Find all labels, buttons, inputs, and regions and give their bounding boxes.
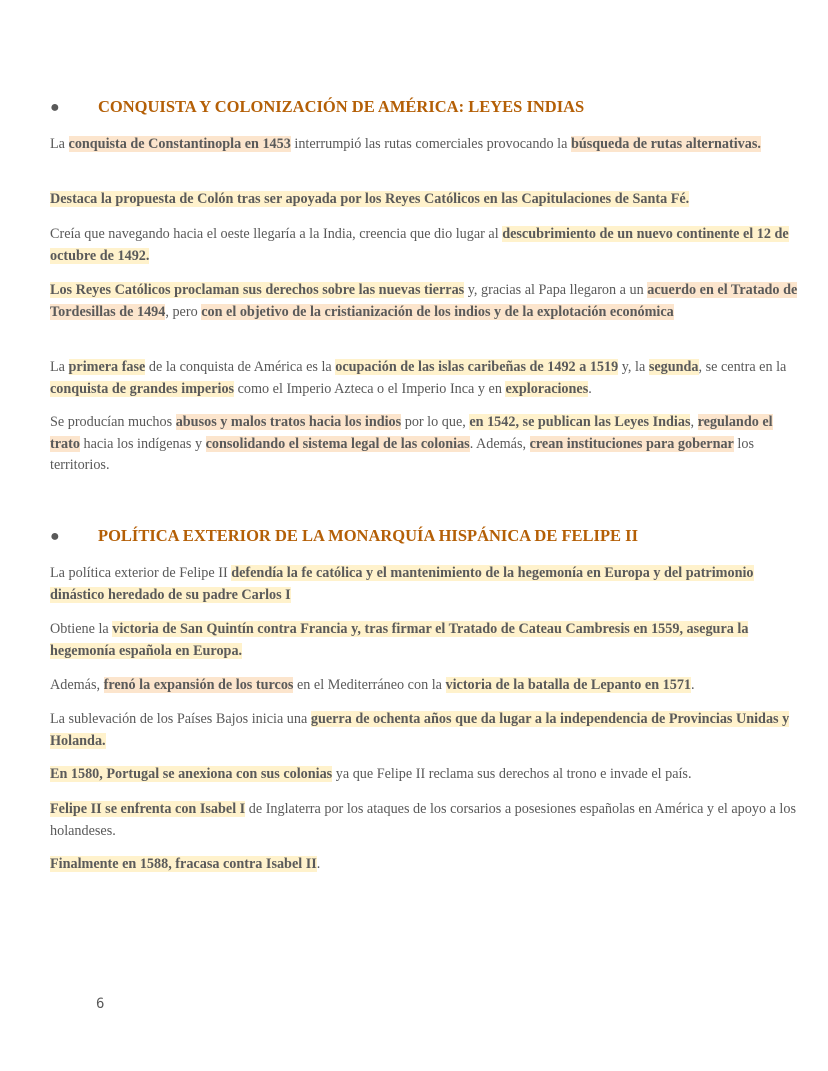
paragraph [50,764,806,786]
highlight: exploraciones [505,380,589,397]
highlight: conquista de Constantinopla en 1453 [68,136,291,152]
paragraph [50,799,806,842]
text-run: . [316,856,321,872]
text-run: . [691,677,695,693]
highlight: segunda [648,359,699,375]
paragraph [50,619,806,662]
highlight: conquista de grandes imperios [50,380,235,397]
text-run: interrumpió las rutas comerciales provocando la [290,136,571,152]
text-run: La [50,359,69,375]
paragraph [50,189,806,211]
bullet-icon: ● [50,528,60,545]
highlight: guerra de ochenta años que da lugar a la independencia de Provincias Unidas y Holanda. [50,711,790,749]
highlight: Finalmente en 1588, fracasa contra Isabel II [50,856,317,872]
highlight: En 1580, Portugal se anexiona con sus colonias [50,766,333,782]
text-run: Creía que navegando hacia el oeste llegaría a la India, creencia que dio lugar al [50,226,503,242]
paragraph [50,224,806,267]
text-run: . [588,380,592,397]
highlight: con el objetivo de la cristianización de los indios y de la explotación económica [201,303,674,320]
text-run: , se centra en la [698,359,787,375]
highlight: defendía la fe católica y el mantenimiento de la hegemonía en Europa y del patrimonio dinástico heredado de su padre Carlos I [50,565,754,603]
paragraph [50,280,806,323]
paragraph [50,675,806,697]
highlight: victoria de la batalla de Lepanto en 1571 [445,677,692,693]
highlight: Destaca la propuesta de Colón tras ser apoyada por los Reyes Católicos en las Capitulaciones de Santa Fé. [50,191,690,207]
paragraph [50,563,806,606]
highlight: en 1542, se publican las Leyes Indias [469,414,691,430]
text-run: ya que Felipe II reclama sus derechos al trono e invade el país. [332,766,692,782]
highlight: consolidando el sistema legal de las colonias [205,435,470,452]
highlight: frenó la expansión de los turcos [103,677,294,693]
section-title: CONQUISTA Y COLONIZACIÓN DE AMÉRICA: LEYES INDIAS [98,97,585,116]
highlight: primera fase [68,359,146,375]
page-number: 6 [96,996,105,1012]
text-run: . Además, [469,435,530,452]
text-run: Obtiene la [50,621,113,637]
paragraph [50,357,806,400]
section-title: POLÍTICA EXTERIOR DE LA MONARQUÍA HISPÁNICA DE FELIPE II [98,526,639,545]
paragraph [50,854,806,876]
highlight: regulando el trato [50,414,773,452]
text-run: , [690,414,698,430]
text-run: hacia los indígenas y [79,435,206,452]
text-run: de Inglaterra por los ataques de los corsarios a posesiones españolas en América y el apoyo a los holandeses. [50,801,796,839]
paragraph [50,709,806,752]
text-run: los territorios. [50,435,754,473]
text-run: , pero [165,303,202,320]
section-heading [50,96,810,119]
text-run: por lo que, [401,414,470,430]
section-heading [50,525,810,548]
text-run: y, la [618,359,649,375]
text-run: y, gracias al Papa llegaron a un [464,282,648,298]
highlight: victoria de San Quintín contra Francia y, tras firmar el Tratado de Cateau Cambresis en 1559, asegura la hegemonía española en Europa. [50,621,749,659]
highlight: Los Reyes Católicos proclaman sus derechos sobre las nuevas tierras [50,282,465,298]
text-run: La sublevación de los Países Bajos inicia una [50,711,311,727]
text-run: Se producían muchos [50,414,176,430]
highlight: descubrimiento de un nuevo continente el 12 de octubre de 1492. [50,226,789,264]
text-run: Además, [50,677,104,693]
text-run: como el Imperio Azteca o el Imperio Inca y en [234,380,506,397]
text-run: en el Mediterráneo con la [293,677,446,693]
highlight: búsqueda de rutas alternativas. [570,136,761,152]
highlight: Felipe II se enfrenta con Isabel I [50,801,246,817]
text-run: de la conquista de América es la [145,359,336,375]
bullet-icon: ● [50,99,60,116]
text-run: La [50,136,69,152]
paragraph [50,412,806,477]
paragraph [50,134,806,156]
highlight: acuerdo en el Tratado de Tordesillas de 1494 [50,282,798,320]
highlight: ocupación de las islas caribeñas de 1492 a 1519 [335,359,619,375]
text-run: La política exterior de Felipe II [50,565,232,581]
highlight: abusos y malos tratos hacia los indios [175,414,402,430]
highlight: crean instituciones para gobernar [529,435,734,452]
